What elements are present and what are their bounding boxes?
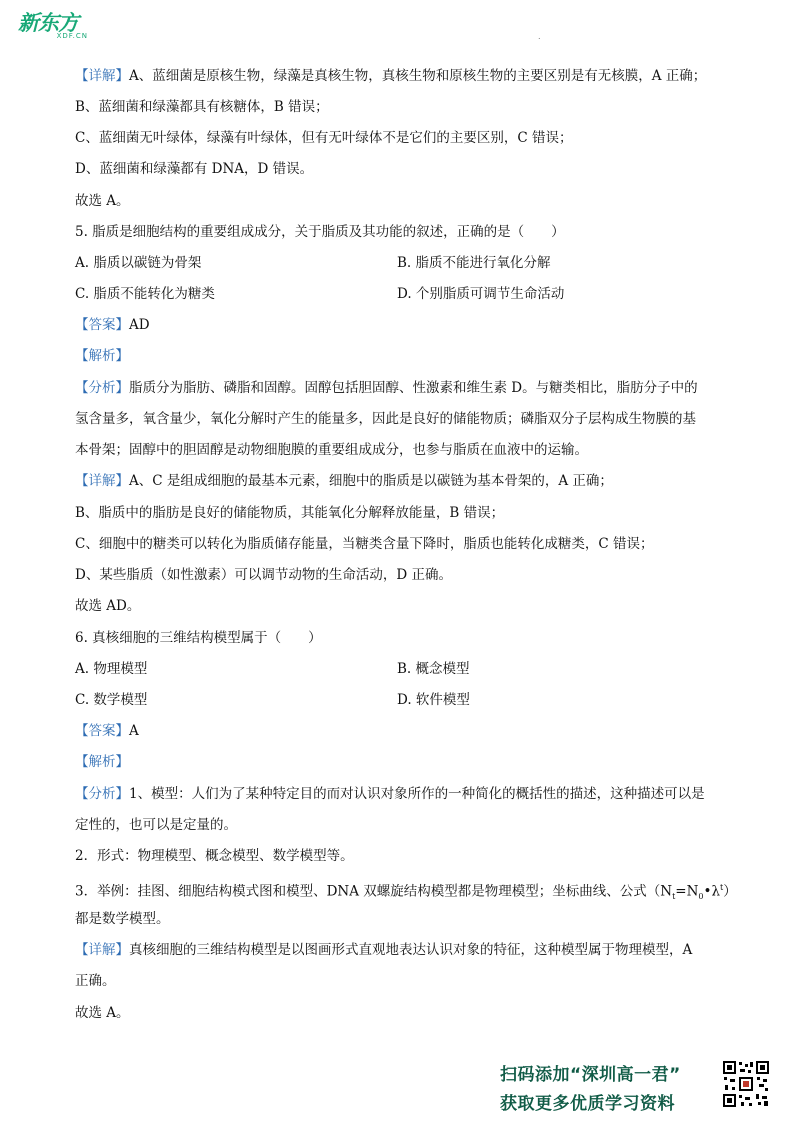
qr-code-icon[interactable]	[722, 1060, 770, 1108]
q6-stem: 6. 真核细胞的三维结构模型属于（ ）	[75, 630, 322, 646]
q6-choice: 故选 A。	[75, 1005, 130, 1021]
q6-answer: 【答案】A	[75, 723, 139, 739]
q4-detail-line-4: D、蓝细菌和绿藻都有 DNA，D 错误。	[75, 161, 314, 177]
logo-en: XDF.CN	[56, 32, 88, 40]
q6-fenxi-line-3: 2．形式：物理模型、概念模型、数学模型等。	[75, 848, 354, 864]
q5-detail-line-3: C、细胞中的糖类可以转化为脂质储存能量，当糖类含量下降时，脂质也能转化成糖类，C 错误；	[75, 536, 654, 552]
q6-option-a: A. 物理模型	[75, 661, 148, 677]
q5-choice: 故选 AD。	[75, 598, 141, 614]
q6-fenxi-line-1: 【分析】1、模型：人们为了某种特定目的而对认识对象所作的一种简化的概括性的描述，这种描述可以是	[75, 786, 705, 802]
q5-fenxi-line-2: 氢含量多，氧含量少，氧化分解时产生的能量多，因此是良好的储能物质；磷脂双分子层构成生物膜的基	[75, 411, 696, 427]
q5-options-row-1	[75, 254, 551, 272]
detail-tag: 【详解】	[75, 68, 129, 84]
q6-jiexi-tag: 【解析】	[75, 754, 129, 770]
q5-option-a: A. 脂质以碳链为骨架	[75, 255, 202, 271]
q5-detail-line-1: 【详解】A、C 是组成细胞的最基本元素，细胞中的脂质是以碳链为基本骨架的，A 正确；	[75, 473, 613, 489]
q6-detail-line-1: 【详解】真核细胞的三维结构模型是以图画形式直观地表达认识对象的特征，这种模型属于物理模型，A	[75, 942, 693, 958]
q5-answer: 【答案】AD	[75, 317, 150, 333]
q5-options-row-2	[75, 285, 565, 303]
q5-fenxi-line-3: 本骨架；固醇中的胆固醇是动物细胞膜的重要组成成分，也参与脂质在血液中的运输。	[75, 442, 588, 458]
q4-detail-line-1: 【详解】A、蓝细菌是原核生物，绿藻是真核生物，真核生物和原核生物的主要区别是有无核膜，A 正确；	[75, 68, 707, 84]
q6-option-b: B. 概念模型	[397, 661, 470, 677]
q6-options-row-1	[75, 660, 470, 678]
footer-line-1: 扫码添加“深圳高一君”	[500, 1065, 681, 1085]
q6-detail-line-2: 正确。	[75, 973, 116, 989]
q6-options-row-2	[75, 691, 470, 709]
q5-jiexi-tag: 【解析】	[75, 348, 129, 364]
q5-detail-line-4: D、某些脂质（如性激素）可以调节动物的生命活动，D 正确。	[75, 567, 452, 583]
xdf-logo	[18, 12, 88, 44]
q5-fenxi-line-1: 【分析】脂质分为脂肪、磷脂和固醇。固醇包括胆固醇、性激素和维生素 D。与糖类相比，脂肪分子中的	[75, 380, 698, 396]
q4-detail-line-3: C、蓝细菌无叶绿体，绿藻有叶绿体，但有无叶绿体不是它们的主要区别，C 错误；	[75, 130, 573, 146]
q4-choice: 故选 A。	[75, 193, 130, 209]
q4-detail-line-2: B、蓝细菌和绿藻都具有核糖体，B 错误；	[75, 99, 329, 115]
q6-fenxi-line-5: 都是数学模型。	[75, 911, 170, 927]
q5-option-d: D. 个别脂质可调节生命活动	[397, 286, 565, 302]
logo-cn: 新东方	[18, 11, 78, 35]
q6-fenxi-line-2: 定性的，也可以是定量的。	[75, 817, 237, 833]
q5-detail-line-2: B、脂质中的脂肪是良好的储能物质，其能氧化分解释放能量，B 错误；	[75, 505, 505, 521]
q5-option-c: C. 脂质不能转化为糖类	[75, 286, 215, 302]
footer-line-2: 获取更多优质学习资料	[500, 1094, 675, 1114]
header-dot: .	[538, 32, 541, 41]
q6-option-d: D. 软件模型	[397, 692, 470, 708]
q6-option-c: C. 数学模型	[75, 692, 148, 708]
q5-option-b: B. 脂质不能进行氧化分解	[397, 255, 551, 271]
q5-stem: 5. 脂质是细胞结构的重要组成成分，关于脂质及其功能的叙述，正确的是（ ）	[75, 224, 565, 240]
q6-fenxi-line-4: 3．举例：挂图、细胞结构模式图和模型、DNA 双螺旋结构模型都是物理模型；坐标曲线、公式$(N_t=N_0•\lambda^t)$	[75, 883, 737, 902]
